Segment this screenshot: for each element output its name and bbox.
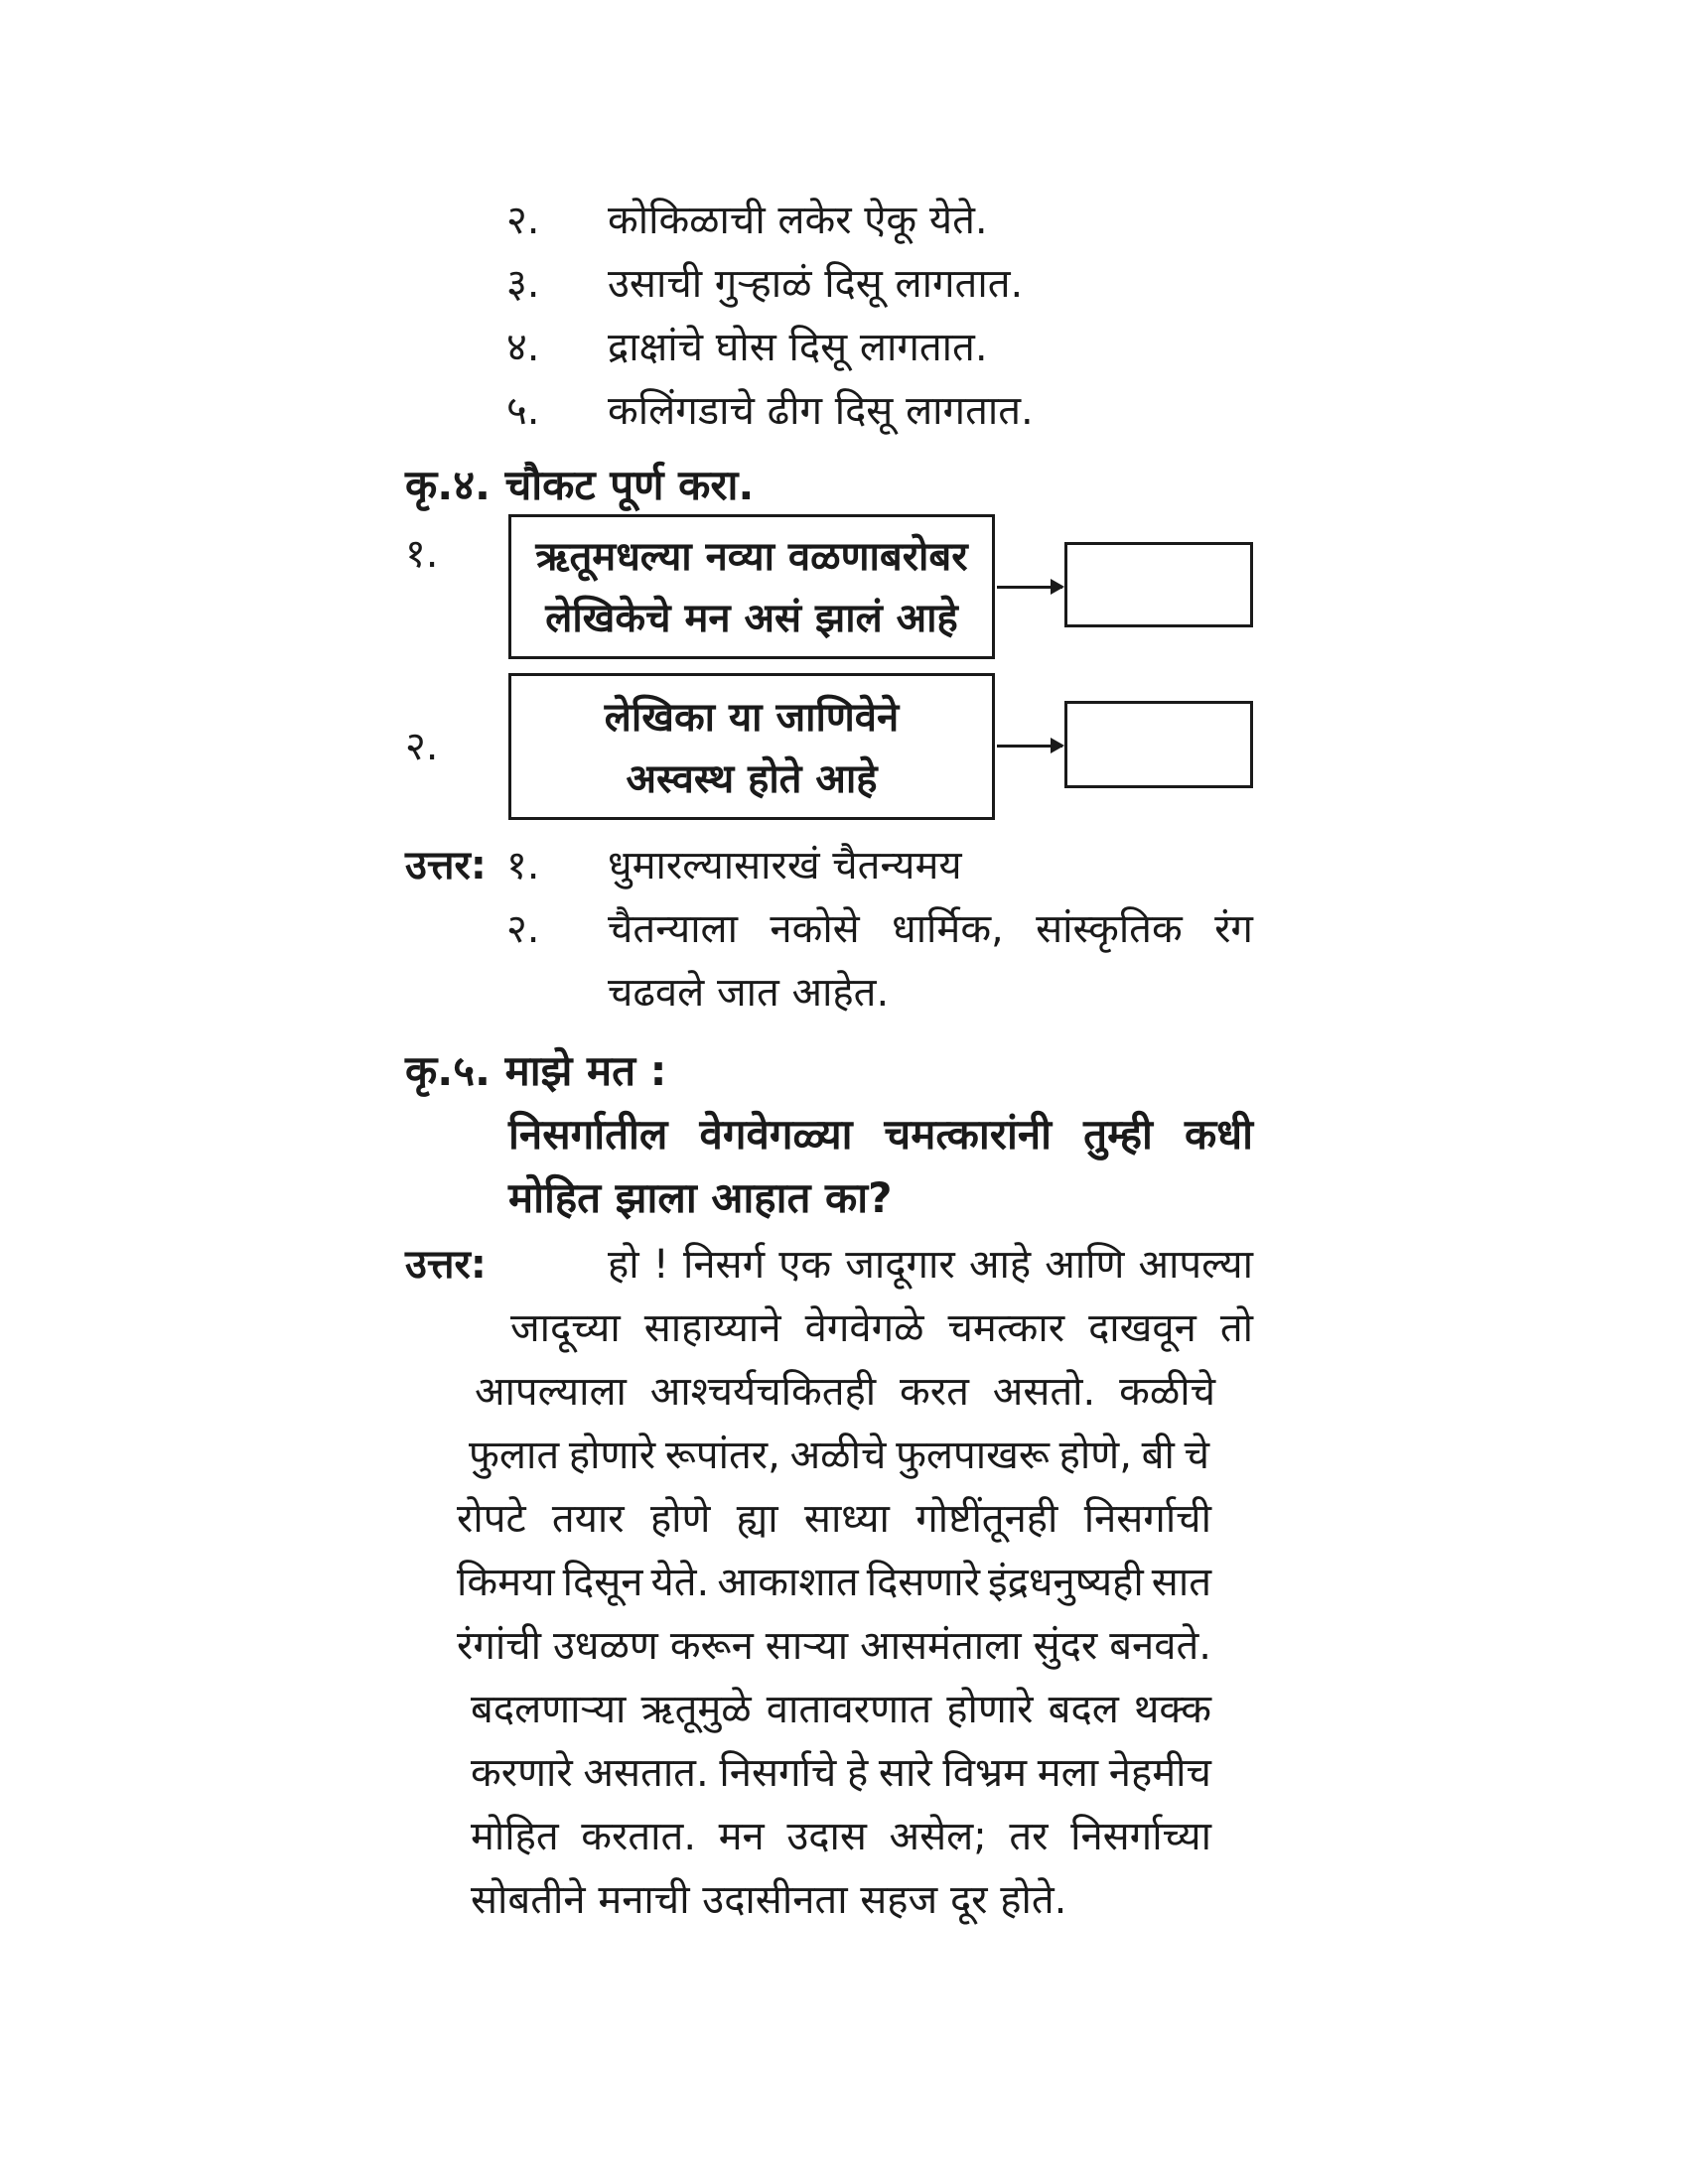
word: इंद्रधनुष्यही bbox=[988, 1560, 1144, 1605]
word: सुंदर bbox=[1033, 1623, 1098, 1669]
word: साहाय्याने bbox=[643, 1305, 781, 1351]
word: आहे bbox=[968, 1242, 1032, 1288]
arrow-icon bbox=[997, 586, 1062, 589]
statement-line: लेखिका या जाणिवेने bbox=[604, 695, 900, 741]
word: रंग bbox=[1214, 906, 1253, 952]
list-item-text: कलिंगडाचे ढीग दिसू लागतात. bbox=[608, 388, 1034, 434]
statement-box bbox=[508, 514, 995, 659]
word: निसर्गाची bbox=[1083, 1496, 1211, 1542]
word: साऱ्या bbox=[765, 1623, 849, 1669]
word: हे bbox=[846, 1750, 869, 1796]
word: नेहमीच bbox=[1108, 1750, 1211, 1796]
list-item-number: ४. bbox=[506, 325, 540, 370]
word: असतात. bbox=[583, 1750, 709, 1796]
word: जादूगार bbox=[845, 1242, 955, 1288]
word: ह्या bbox=[736, 1496, 778, 1542]
word: जादूच्या bbox=[510, 1305, 621, 1351]
word: कळीचे bbox=[1119, 1369, 1215, 1415]
word: धार्मिक, bbox=[892, 906, 1004, 952]
answer-number: १. bbox=[506, 843, 540, 888]
word: सारे bbox=[878, 1750, 932, 1796]
word: निसर्गातील bbox=[508, 1110, 668, 1159]
word: साध्या bbox=[803, 1496, 890, 1542]
answer-box bbox=[1064, 542, 1253, 627]
word: सांस्कृतिक bbox=[1036, 906, 1183, 952]
word: बी bbox=[1141, 1433, 1175, 1478]
question-line: मोहित झाला आहात का? bbox=[508, 1173, 893, 1222]
answer-text-line bbox=[608, 906, 1253, 952]
word: उधळण bbox=[552, 1623, 658, 1669]
word: चे bbox=[1184, 1433, 1209, 1478]
word: बदलणाऱ्या bbox=[471, 1687, 627, 1732]
answer-text-line: चढवले जात आहेत. bbox=[608, 970, 890, 1016]
word: गोष्टींतूनही bbox=[915, 1496, 1058, 1542]
word: होणारे bbox=[946, 1687, 1034, 1732]
statement-line: अस्वस्थ होते आहे bbox=[626, 756, 878, 802]
word: करून bbox=[669, 1623, 754, 1669]
statement-line: ऋतूमधल्या नव्या वळणाबरोबर bbox=[535, 534, 968, 580]
answer-number: २. bbox=[506, 906, 540, 952]
list-item-text: उसाची गुऱ्हाळं दिसू लागतात. bbox=[608, 261, 1024, 307]
word: होणे bbox=[649, 1496, 711, 1542]
word: फुलपाखरू bbox=[896, 1433, 1050, 1478]
word: होणारे bbox=[568, 1433, 656, 1478]
word: करणारे bbox=[471, 1750, 573, 1796]
answer-paragraph-line bbox=[608, 1242, 1253, 1288]
word: तुम्ही bbox=[1083, 1110, 1153, 1159]
answer-label: उत्तर: bbox=[405, 843, 487, 888]
word: निसर्गाच्या bbox=[1070, 1814, 1211, 1859]
statement-line: लेखिकेचे मन असं झालं आहे bbox=[545, 596, 958, 641]
answer-paragraph-line bbox=[457, 1623, 1211, 1669]
word: आपल्या bbox=[1138, 1242, 1253, 1288]
answer-paragraph-line: सोबतीने मनाची उदासीनता सहज दूर होते. bbox=[471, 1877, 1067, 1923]
word: मोहित bbox=[471, 1814, 559, 1859]
word: ऋतूमुळे bbox=[640, 1687, 752, 1732]
word: रंगांची bbox=[457, 1623, 541, 1669]
answer-paragraph-line bbox=[457, 1496, 1211, 1542]
answer-paragraph-line bbox=[475, 1369, 1215, 1415]
word: रोपटे bbox=[457, 1496, 526, 1542]
question-4-heading: कृ.४. चौकट पूर्ण करा. bbox=[405, 461, 755, 509]
word: चमत्कार bbox=[947, 1305, 1065, 1351]
word: चैतन्याला bbox=[608, 906, 739, 952]
word: अळीचे bbox=[789, 1433, 887, 1478]
word: विभ्रम bbox=[942, 1750, 1027, 1796]
word: वेगवेगळ्या bbox=[699, 1110, 853, 1159]
word: तर bbox=[1009, 1814, 1049, 1859]
list-item-number: २. bbox=[506, 198, 540, 243]
answer-paragraph-line bbox=[457, 1560, 1211, 1605]
box-row-number: २. bbox=[405, 724, 439, 769]
word: हो bbox=[608, 1242, 639, 1288]
answer-label: उत्तर: bbox=[405, 1242, 487, 1288]
word: किमया bbox=[457, 1560, 555, 1605]
list-item-number: ३. bbox=[506, 261, 540, 307]
answer-paragraph-line bbox=[510, 1305, 1253, 1351]
word: रूपांतर, bbox=[664, 1433, 780, 1478]
word: दिसणारे bbox=[866, 1560, 980, 1605]
answer-paragraph-line bbox=[469, 1433, 1209, 1478]
question-5-heading: कृ.५. माझे मत : bbox=[405, 1046, 667, 1095]
word: नकोसे bbox=[770, 906, 860, 952]
word: निसर्ग bbox=[682, 1242, 766, 1288]
answer-box bbox=[1064, 701, 1253, 788]
word: आश्चर्यचकितही bbox=[649, 1369, 877, 1415]
word: बदल bbox=[1048, 1687, 1119, 1732]
word: करत bbox=[900, 1369, 969, 1415]
word: एक bbox=[778, 1242, 832, 1288]
word: आणि bbox=[1045, 1242, 1125, 1288]
word: निसर्गाचे bbox=[719, 1750, 837, 1796]
word: दिसून bbox=[562, 1560, 643, 1605]
word: ! bbox=[652, 1242, 669, 1288]
word: आपल्याला bbox=[475, 1369, 627, 1415]
word: तयार bbox=[551, 1496, 625, 1542]
word: आकाशात bbox=[717, 1560, 859, 1605]
word: होणे, bbox=[1058, 1433, 1132, 1478]
answer-paragraph-line bbox=[471, 1750, 1211, 1796]
word: थक्क bbox=[1133, 1687, 1211, 1732]
answer-paragraph-line bbox=[471, 1687, 1211, 1732]
word: वातावरणात bbox=[766, 1687, 932, 1732]
word: येते. bbox=[650, 1560, 710, 1605]
answer-text: धुमारल्यासारखं चैतन्यमय bbox=[608, 843, 962, 888]
statement-box bbox=[508, 673, 995, 820]
word: मला bbox=[1037, 1750, 1099, 1796]
word: चमत्कारांनी bbox=[884, 1110, 1053, 1159]
word: असतो. bbox=[992, 1369, 1096, 1415]
box-row-number: १. bbox=[405, 531, 439, 577]
word: बनवते. bbox=[1109, 1623, 1211, 1669]
list-item-text: कोकिळाची लकेर ऐकू येते. bbox=[608, 198, 988, 243]
word: असेल; bbox=[889, 1814, 987, 1859]
word: आसमंताला bbox=[860, 1623, 1022, 1669]
word: कधी bbox=[1185, 1110, 1253, 1159]
answer-paragraph-line bbox=[471, 1814, 1211, 1859]
word: उदास bbox=[786, 1814, 867, 1859]
word: सात bbox=[1151, 1560, 1211, 1605]
list-item-text: द्राक्षांचे घोस दिसू लागतात. bbox=[608, 325, 988, 370]
arrow-icon bbox=[997, 745, 1062, 748]
list-item-number: ५. bbox=[506, 388, 540, 434]
word: वेगवेगळे bbox=[804, 1305, 924, 1351]
word: तो bbox=[1219, 1305, 1253, 1351]
question-line bbox=[508, 1110, 1253, 1159]
word: फुलात bbox=[469, 1433, 560, 1478]
word: करतात. bbox=[581, 1814, 697, 1859]
word: दाखवून bbox=[1088, 1305, 1196, 1351]
word: मन bbox=[718, 1814, 765, 1859]
